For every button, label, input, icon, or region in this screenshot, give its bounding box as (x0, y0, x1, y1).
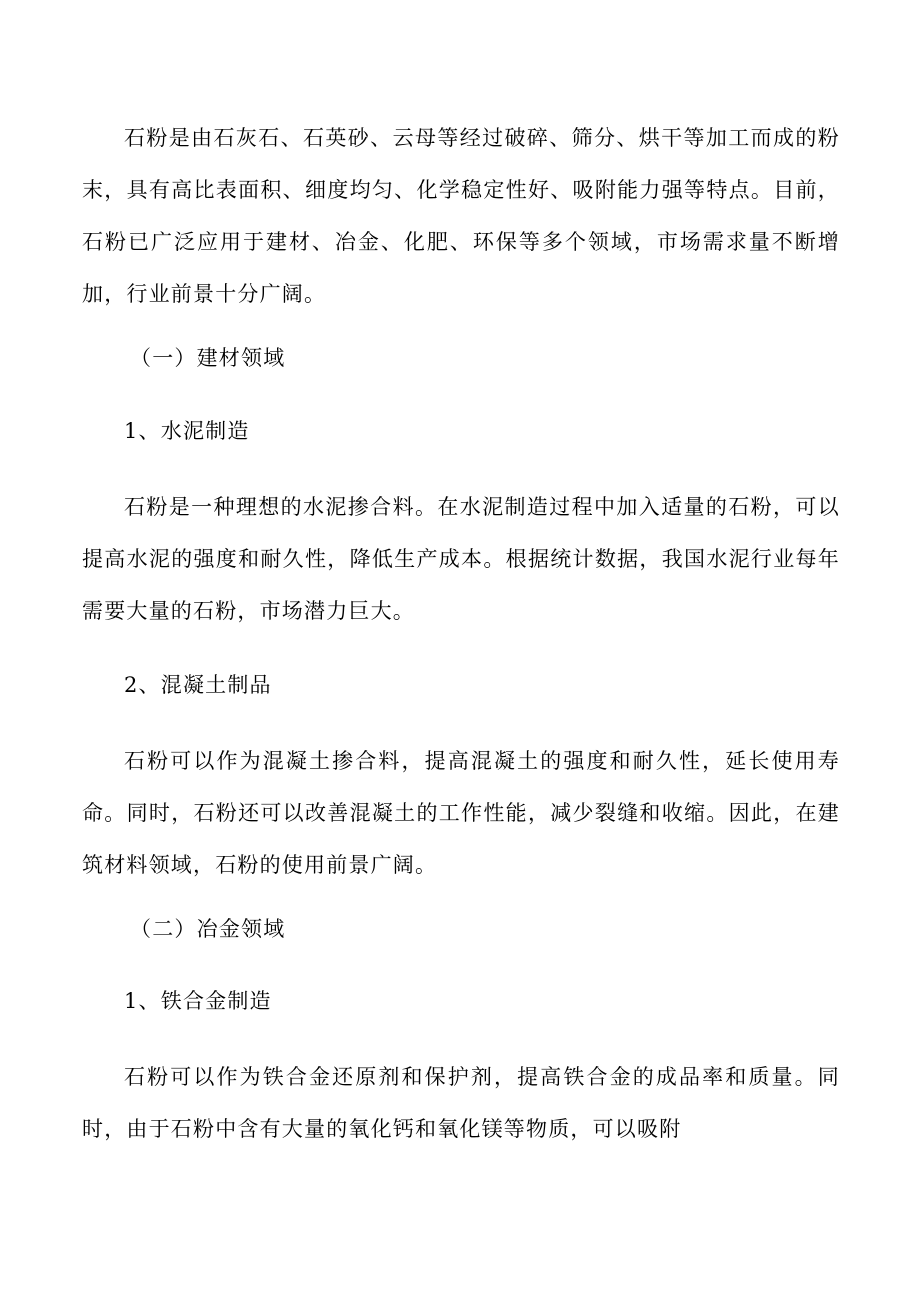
section-heading-building-materials: （一）建材领域 (130, 346, 286, 370)
body-paragraph-cement: 石粉是一种理想的水泥掺合料。在水泥制造过程中加入适量的石粉，可以提高水泥的强度和耐久性，降低生产成本。根据统计数据，我国水泥行业每年需要大量的石粉，市场潜力巨大。 (82, 495, 840, 623)
section-heading-metallurgy: （二）冶金领域 (130, 917, 286, 941)
body-paragraph-ferroalloy: 石粉可以作为铁合金还原剂和保护剂，提高铁合金的成品率和质量。同时，由于石粉中含有大量的氧化钙和氧化镁等物质，可以吸附 (82, 1065, 840, 1141)
body-paragraph-concrete: 石粉可以作为混凝土掺合料，提高混凝土的强度和耐久性，延长使用寿命。同时，石粉还可以改善混凝土的工作性能，减少裂缝和收缩。因此，在建筑材料领域，石粉的使用前景广阔。 (82, 749, 840, 877)
body-paragraph-intro: 石粉是由石灰石、石英砂、云母等经过破碎、筛分、烘干等加工而成的粉末，具有高比表面积、细度均匀、化学稳定性好、吸附能力强等特点。目前，石粉已广泛应用于建材、冶金、化肥、环保等多个领域，市场需求量不断增加，行业前景十分广阔。 (82, 126, 840, 306)
sub-heading-concrete-products: 2、混凝土制品 (124, 673, 272, 697)
sub-heading-cement-manufacturing: 1、水泥制造 (124, 419, 250, 443)
sub-heading-ferroalloy-manufacturing: 1、铁合金制造 (124, 989, 272, 1013)
